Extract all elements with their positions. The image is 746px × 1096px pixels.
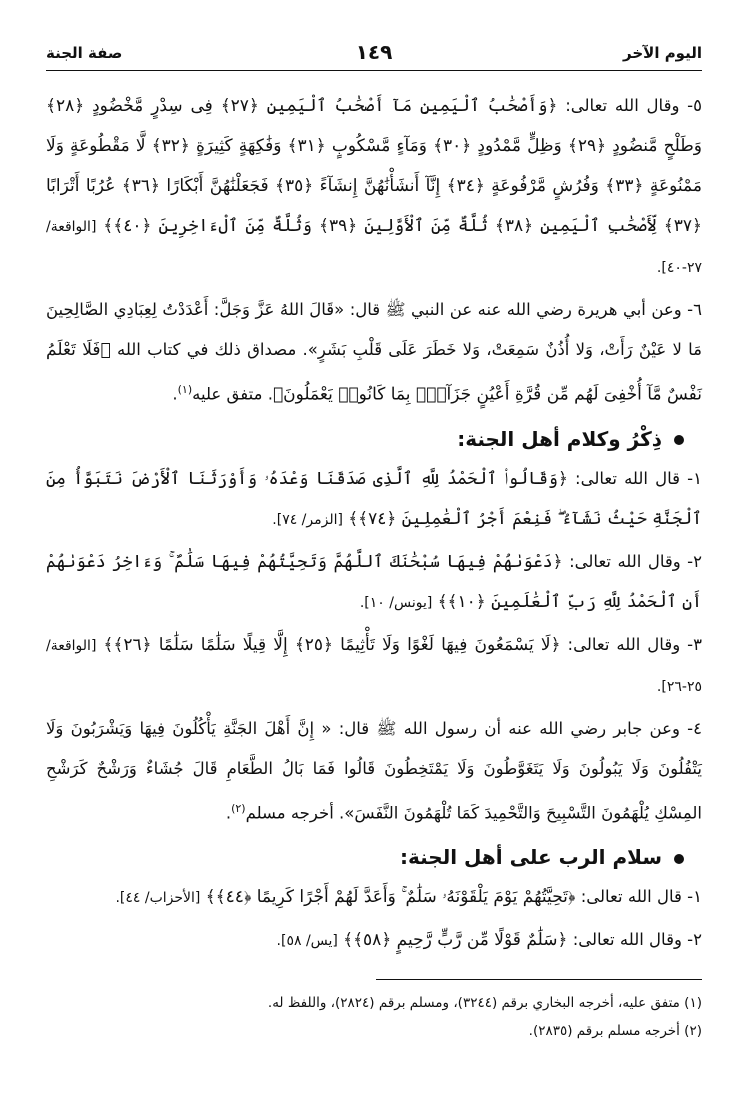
footnote-marker: (٢)	[231, 801, 246, 815]
footnote-1: (١) متفق عليه، أخرجه البخاري برقم (٣٢٤٤)، ومسلم برقم (٢٨٢٤)، واللفظ له.	[267, 995, 702, 1011]
quran-verse: ﴿فَلَا تَعْلَمُ نَفْسٌ مَّآ أُخْفِىَ لَهُم مِّن قُرَّةِ أَعْيُنٍ جَزَآءًۢ بِمَا كَانُوا۟ يَعْمَلُونَ﴾	[46, 340, 702, 405]
footnotes	[46, 989, 702, 1045]
page-number: ١٤٩	[355, 40, 393, 64]
section-heading-salam	[46, 837, 684, 877]
running-title-right: اليوم الآخر	[623, 44, 702, 62]
paragraph-s2-4: ٤- وعن جابر رضي الله عنه أن رسول الله ﷺ قال: « إِنَّ أَهْلَ الجَنَّةِ يَأْكُلُونَ فِيهَا وَيَشْرَبُونَ وَلَا يَتْفُلُونَ وَلَا يَبُولُونَ وَلَا يَتَغَوَّطُونَ وَلَا يَمْتَخِطُونَ قَالُوا فَمَا بَالُ الطَّعَامِ قَالَ جُشَاءٌ وَرَشْحٌ كَرَشْحِ المِسْكِ يُلْهَمُونَ التَّسْبِيحَ وَالتَّحْمِيدَ كَمَا تُلْهَمُونَ النَّفَسَ». أخرجه مسلم$^{(٢)}$.	[46, 718, 702, 822]
hadith-source: . متفق عليه	[192, 384, 273, 404]
paragraph-s3-1	[46, 877, 702, 918]
paragraph-intro: ٥- وقال الله تعالى:	[565, 96, 703, 115]
quran-verse: ﴿سَلَٰمٌ قَوْلًا مِّن رَّبٍّ رَّحِيمٍ ﴿٥٨﴾﴾	[343, 930, 568, 950]
bullet-icon	[674, 854, 684, 864]
paragraph-intro: ١- قال الله تعالى:	[575, 468, 702, 488]
quran-verse: ﴿دَعْوَىٰهُمْ فِيهَا سُبْحَٰنَكَ ٱللَّهُمَّ وَتَحِيَّتُهُمْ فِيهَا سَلَٰمٌ ۚ وَءَاخِرُ دَعْوَىٰهُمْ أَنِ ٱلْحَمْدُ لِلَّهِ رَبِّ ٱلْعَٰلَمِينَ ﴿١٠﴾﴾	[46, 551, 702, 612]
footnote-rule	[376, 979, 702, 980]
quran-verse: ﴿تَحِيَّتُهُمْ يَوْمَ يَلْقَوْنَهُۥ سَلَٰمٌ ۚ وَأَعَدَّ لَهُمْ أَجْرًا كَرِيمًا ﴿٤٤﴾﴾	[205, 887, 576, 907]
heading-text: سلام الرب على أهل الجنة:	[400, 845, 662, 869]
footnote-marker: (١)	[177, 383, 193, 396]
paragraph-6: ٦- وعن أبي هريرة رضي الله عنه عن النبي ﷺ قال: «قَالَ اللهُ عَزَّ وَجَلَّ: أَعْدَدْتُ لِعِبَادِي الصَّالِحِينَ مَا لا عَيْنٌ رَأَتْ، وَلا أُذُنٌ سَمِعَتْ، وَلا خَطَرَ عَلَى قَلْبِ بَشَرٍ». مصداق ذلك في كتاب الله ﴿فَلَا تَعْلَمُ نَفْسٌ مَّآ أُخْفِىَ لَهُم مِّن قُرَّةِ أَعْيُنٍ جَزَآءًۢ بِمَا كَانُوا۟ يَعْمَلُونَ﴾. متفق عليه$^{(١)}$.	[46, 300, 702, 405]
bullet-icon	[674, 435, 684, 445]
page-body	[46, 86, 702, 963]
verse-reference: [الواقعة/ ٢٥-٢٦].	[46, 637, 702, 695]
hadith-text: ٤- وعن جابر رضي الله عنه أن رسول الله ﷺ قال: « إِنَّ أَهْلَ الجَنَّةِ يَأْكُلُونَ فِيهَا وَيَشْرَبُونَ وَلَا يَتْفُلُونَ وَلَا يَبُولُونَ وَلَا يَتَغَوَّطُونَ وَلَا يَمْتَخِطُونَ قَالُوا فَمَا بَالُ الطَّعَامِ قَالَ جُشَاءٌ وَرَشْحٌ كَرَشْحِ المِسْكِ يُلْهَمُونَ التَّسْبِيحَ وَالتَّحْمِيدَ كَمَا تُلْهَمُونَ النَّفَسَ». أخرجه مسلم	[46, 718, 702, 822]
book-page	[46, 34, 702, 1056]
heading-text: ذِكْرُ وكلام أهل الجنة:	[457, 426, 662, 451]
paragraph-intro: ٣- وقال الله تعالى:	[567, 634, 702, 654]
paragraph-intro: ١- قال الله تعالى:	[580, 887, 702, 906]
paragraph-intro: ٢- وقال الله تعالى:	[572, 930, 702, 949]
quran-verse: ﴿وَأَصْحَٰبُ ٱلْيَمِينِ مَآ أَصْحَٰبُ ٱلْيَمِينِ ﴿٢٧﴾ فِى سِدْرٍ مَّخْضُودٍ ﴿٢٨﴾ وَطَلْحٍ مَّنضُودٍ ﴿٢٩﴾ وَظِلٍّ مَّمْدُودٍ ﴿٣٠﴾ وَمَآءٍ مَّسْكُوبٍ ﴿٣١﴾ وَفَٰكِهَةٍ كَثِيرَةٍ ﴿٣٢﴾ لَّا مَقْطُوعَةٍ وَلَا مَمْنُوعَةٍ ﴿٣٣﴾ وَفُرُشٍ مَّرْفُوعَةٍ ﴿٣٤﴾ إِنَّآ أَنشَأْنَٰهُنَّ إِنشَآءً ﴿٣٥﴾ فَجَعَلْنَٰهُنَّ أَبْكَارًا ﴿٣٦﴾ عُرُبًا أَتْرَابًا ﴿٣٧﴾ لِّأَصْحَٰبِ ٱلْيَمِينِ ﴿٣٨﴾ ثُلَّةٌ مِّنَ ٱلْأَوَّلِينَ ﴿٣٩﴾ وَثُلَّةٌ مِّنَ ٱلْءَاخِرِينَ ﴿٤٠﴾﴾	[46, 96, 703, 236]
paragraph-5	[46, 86, 702, 288]
verse-reference: [يونس/ ١٠].	[359, 594, 433, 611]
running-title-left: صفة الجنة	[46, 44, 123, 62]
page-header	[46, 34, 702, 70]
section-heading-dhikr	[46, 419, 684, 459]
verse-reference: [الأحزاب/ ٤٤].	[115, 890, 201, 906]
verse-reference: [الزمر/ ٧٤].	[272, 511, 343, 528]
paragraph-s3-2	[46, 920, 702, 961]
quran-verse: ﴿وَقَالُوا۟ ٱلْحَمْدُ لِلَّهِ ٱلَّذِى صَدَقَنَا وَعْدَهُۥ وَأَوْرَثَنَا ٱلْأَرْضَ نَتَبَوَّأُ مِنَ ٱلْجَنَّةِ حَيْثُ نَشَآءُ ۖ فَنِعْمَ أَجْرُ ٱلْعَٰمِلِينَ ﴿٧٤﴾﴾	[46, 468, 702, 529]
verse-reference: [الواقعة/ ٢٧-٤٠].	[46, 219, 702, 276]
footnote-2: (٢) أخرجه مسلم برقم (٢٨٣٥).	[528, 1023, 702, 1039]
verse-reference: [يس/ ٥٨].	[276, 933, 338, 949]
hadith-text: ٦- وعن أبي هريرة رضي الله عنه عن النبي ﷺ قال: «قَالَ اللهُ عَزَّ وَجَلَّ: أَعْدَدْتُ لِعِبَادِي الصَّالِحِينَ مَا لا عَيْنٌ رَأَتْ، وَلا أُذُنٌ سَمِعَتْ، وَلا خَطَرَ عَلَى قَلْبِ بَشَرٍ». مصداق ذلك في كتاب الله	[46, 300, 702, 359]
paragraph-s2-2	[46, 542, 702, 623]
paragraph-s2-1	[46, 459, 702, 540]
paragraph-s2-3	[46, 625, 702, 707]
paragraph-intro: ٢- وقال الله تعالى:	[569, 551, 702, 571]
header-rule	[46, 70, 702, 71]
quran-verse: ﴿لَا يَسْمَعُونَ فِيهَا لَغْوًا وَلَا تَأْثِيمًا ﴿٢٥﴾ إِلَّا قِيلًا سَلَٰمًا سَلَٰمًا ﴿٢٦﴾﴾	[103, 634, 561, 655]
